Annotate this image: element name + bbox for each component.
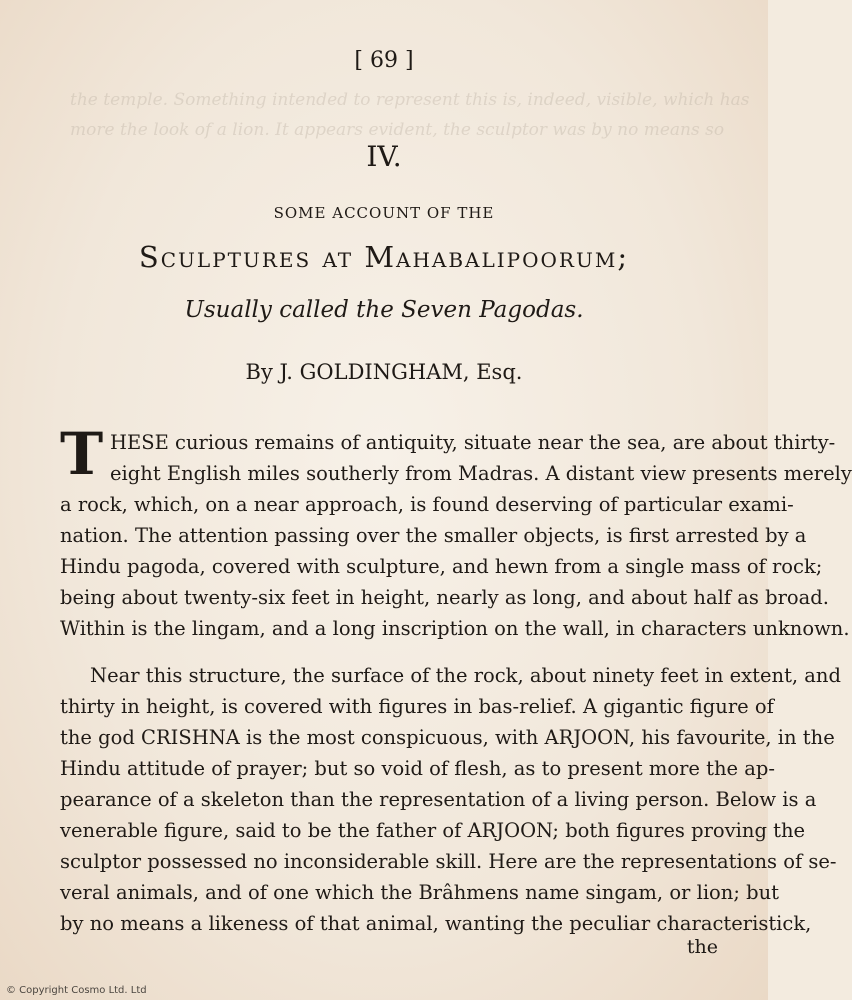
paragraph1-line: being about twenty-six feet in height, nearly as long, and about half as broad. xyxy=(60,586,829,609)
paragraph2-line: Hindu attitude of prayer; but so void of flesh, as to present more the ap- xyxy=(60,757,775,780)
bleed-through-text: more the look of a lion. It appears evident, the sculptor was by no means so xyxy=(70,120,725,140)
section-number: IV. xyxy=(366,140,402,173)
paragraph1-line: nation. The attention passing over the smaller objects, is first arrested by a xyxy=(60,524,807,547)
paragraph2-line: venerable figure, said to be the father of ARJOON; both figures proving the xyxy=(60,819,806,842)
bleed-through-text: the temple. Something intended to represent this is, indeed, visible, which has xyxy=(70,90,750,110)
paragraph2-line: the god CRISHNA is the most conspicuous, with ARJOON, his favourite, in the xyxy=(60,726,835,749)
paragraph1-line: Hindu pagoda, covered with sculpture, and hewn from a single mass of rock; xyxy=(60,555,823,578)
author-byline: By J. GOLDINGHAM, Esq. xyxy=(245,360,523,384)
article-subtitle: Usually called the Seven Pagodas. xyxy=(184,297,584,323)
paragraph2-line: by no means a likeness of that animal, wanting the peculiar characteristick, xyxy=(60,912,812,935)
catchword: the xyxy=(686,936,718,958)
paragraph2-line: thirty in height, is covered with figures in bas-relief. A gigantic figure of xyxy=(60,695,774,718)
paragraph1-line: Within is the lingam, and a long inscription on the wall, in characters unknown. xyxy=(60,617,850,640)
kicker-heading: SOME ACCOUNT OF THE xyxy=(273,204,495,222)
drop-cap: T xyxy=(60,420,104,488)
paragraph1-line: HESE curious remains of antiquity, situate near the sea, are about thirty- xyxy=(110,431,836,454)
page-number: [ 69 ] xyxy=(354,48,414,73)
paragraph1-line: a rock, which, on a near approach, is found deserving of particular exami- xyxy=(60,493,794,516)
article-title: Sculptures at Mahabalipoorum; xyxy=(138,240,630,274)
paragraph1-line: eight English miles southerly from Madras. A distant view presents merely xyxy=(110,462,852,485)
copyright-watermark: © Copyright Cosmo Ltd. Ltd xyxy=(6,985,147,996)
paragraph2-line: sculptor possessed no inconsiderable skill. Here are the representations of se- xyxy=(60,850,837,873)
paragraph2-line: pearance of a skeleton than the representation of a living person. Below is a xyxy=(60,788,817,811)
paragraph2-line: veral animals, and of one which the Brâhmens name singam, or lion; but xyxy=(60,881,779,904)
paragraph2-line: Near this structure, the surface of the rock, about ninety feet in extent, and xyxy=(90,664,841,687)
